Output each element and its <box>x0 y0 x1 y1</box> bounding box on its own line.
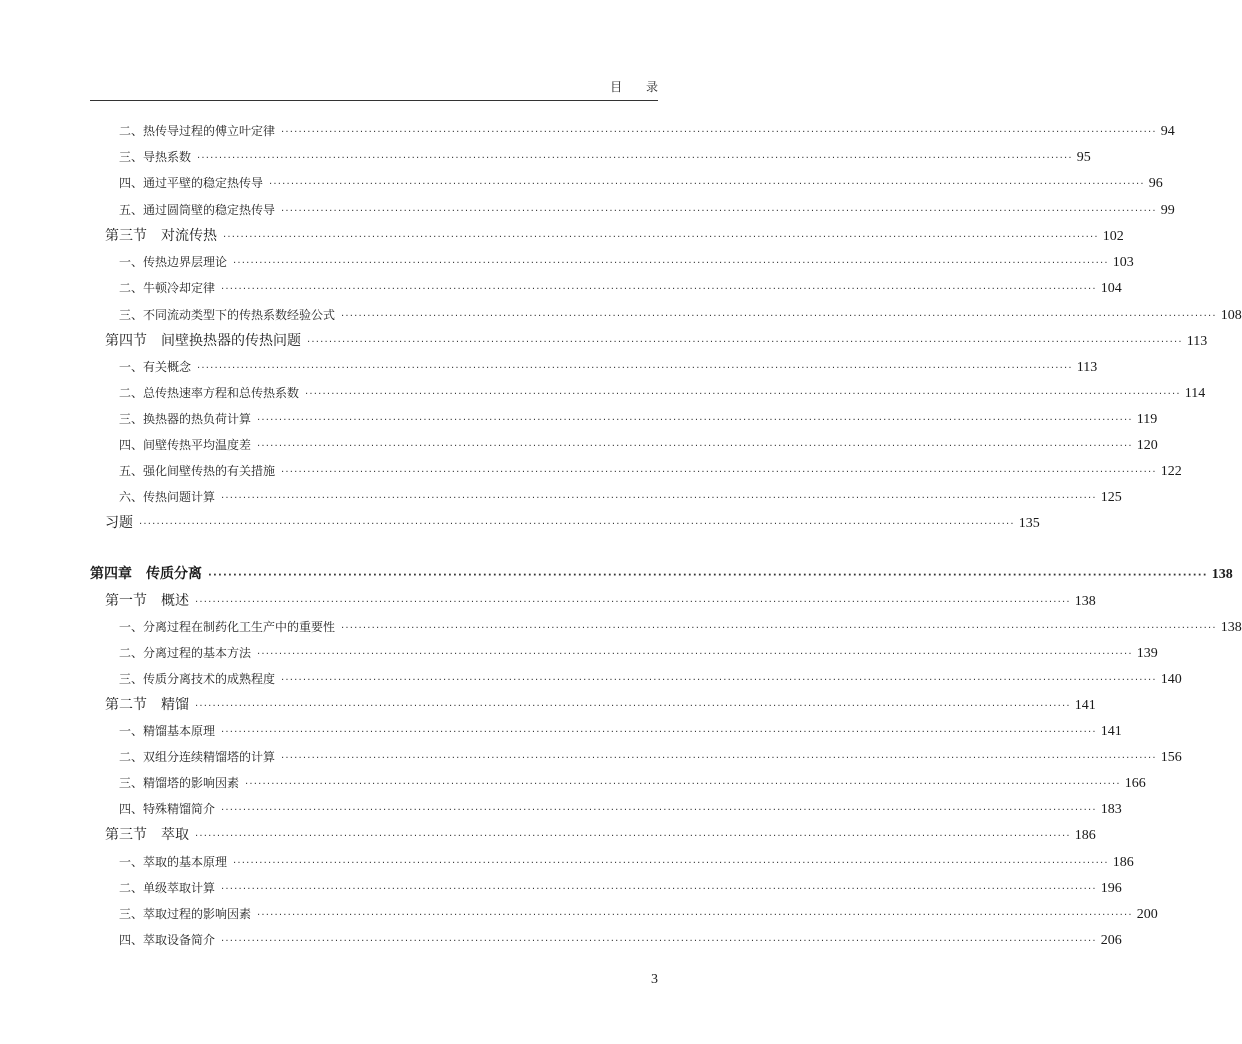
toc-entry-label: 第一节 概述 <box>105 593 189 609</box>
leader-dots: ········································································································································································································ <box>257 415 1133 426</box>
toc-entry[interactable] <box>119 409 1158 429</box>
toc-entry-label: 二、双组分连续精馏塔的计算 <box>119 750 276 764</box>
toc-entry[interactable] <box>90 564 1233 584</box>
leader-dots: ········································································································································································································ <box>281 206 1157 217</box>
toc-entry-page: 102 <box>1102 229 1124 244</box>
leader-dots: ········································································································································································································ <box>197 153 1073 164</box>
leader-dots: ········································································································································································································ <box>223 232 1099 243</box>
toc-entry-page: 94 <box>1160 124 1175 139</box>
toc-entry-label: 五、通过圆筒壁的稳定热传导 <box>119 203 276 217</box>
toc-entry-label: 三、精馏塔的影响因素 <box>119 776 240 790</box>
toc-entry-label: 四、萃取设备简介 <box>119 933 216 947</box>
toc-entry-page: 125 <box>1100 490 1122 505</box>
toc-entry-label: 五、强化间壁传热的有关措施 <box>119 464 276 478</box>
toc-entry-page: 120 <box>1136 438 1158 453</box>
toc-entry[interactable] <box>119 799 1122 819</box>
leader-dots: ········································································································································································································ <box>257 441 1133 452</box>
toc-entry[interactable] <box>119 617 1242 637</box>
toc-entry[interactable] <box>119 278 1122 298</box>
toc-entry-page: 140 <box>1160 672 1182 687</box>
toc-entry-page: 104 <box>1100 281 1122 296</box>
leader-dots: ········································································································································································································ <box>221 936 1097 947</box>
toc-entry-label: 四、特殊精馏简介 <box>119 802 216 816</box>
toc-entry-page: 139 <box>1136 646 1158 661</box>
toc-entry-label: 二、牛顿冷却定律 <box>119 281 216 295</box>
leader-dots: ········································································································································································································ <box>233 258 1109 269</box>
toc-entry[interactable] <box>119 852 1134 872</box>
toc-entry-label: 二、总传热速率方程和总传热系数 <box>119 386 300 400</box>
toc-entry[interactable] <box>119 200 1175 220</box>
toc-entry-label: 三、传质分离技术的成熟程度 <box>119 672 276 686</box>
leader-dots: ········································································································································································································ <box>341 623 1217 634</box>
toc-entry-label: 一、精馏基本原理 <box>119 724 216 738</box>
toc-entry[interactable] <box>119 147 1091 167</box>
leader-dots: ········································································································································································································ <box>221 284 1097 295</box>
toc-entry-page: 122 <box>1160 464 1182 479</box>
leader-dots: ········································································································································································································ <box>341 311 1217 322</box>
toc-entry-label: 一、传热边界层理论 <box>119 255 228 269</box>
toc-entry-page: 206 <box>1100 933 1122 948</box>
toc-entry-page: 138 <box>1220 620 1242 635</box>
toc-entry-page: 113 <box>1076 360 1098 375</box>
toc-entry[interactable] <box>119 643 1158 663</box>
leader-dots: ········································································································································································································ <box>281 753 1157 764</box>
toc-entry[interactable] <box>105 591 1096 611</box>
toc-entry[interactable] <box>105 695 1096 715</box>
toc-entry-label: 四、通过平壁的稳定热传导 <box>119 176 264 190</box>
leader-dots: ········································································································································································································ <box>195 597 1071 608</box>
toc-entry-page: 108 <box>1220 308 1242 323</box>
toc-entry-page: 114 <box>1184 386 1206 401</box>
leader-dots: ········································································································································································································ <box>195 831 1071 842</box>
toc-entry-page: 200 <box>1136 907 1158 922</box>
leader-dots: ········································································································································································································ <box>221 805 1097 816</box>
toc-entry-page: 141 <box>1074 698 1096 713</box>
toc-entry-page: 186 <box>1074 828 1096 843</box>
toc-entry-page: 166 <box>1124 776 1146 791</box>
toc-entry-page: 119 <box>1136 412 1158 427</box>
toc-entry-label: 第四章 传质分离 <box>90 566 202 582</box>
toc-entry[interactable] <box>105 226 1124 246</box>
toc-entry[interactable] <box>105 513 1040 533</box>
toc-entry-label: 三、导热系数 <box>119 150 192 164</box>
toc-entry-page: 141 <box>1100 724 1122 739</box>
toc-entry[interactable] <box>119 747 1182 767</box>
toc-entry-page: 99 <box>1160 203 1175 218</box>
toc-entry-label: 一、萃取的基本原理 <box>119 855 228 869</box>
leader-dots: ········································································································································································································ <box>281 467 1157 478</box>
toc-entry[interactable] <box>119 904 1158 924</box>
toc-entry-label: 二、分离过程的基本方法 <box>119 646 252 660</box>
toc-entry-page: 138 <box>1211 567 1233 582</box>
toc-entry[interactable] <box>119 305 1242 325</box>
toc-entry[interactable] <box>105 331 1208 351</box>
leader-dots: ········································································································································································································ <box>269 179 1145 190</box>
toc-entry-label: 第三节 对流传热 <box>105 228 217 244</box>
toc-entry-label: 习题 <box>105 515 133 531</box>
leader-dots: ········································································································································································································ <box>281 675 1157 686</box>
toc-entry[interactable] <box>119 121 1175 141</box>
toc-entry-page: 183 <box>1100 802 1122 817</box>
toc-entry-label: 三、不同流动类型下的传热系数经验公式 <box>119 308 336 322</box>
leader-dots: ········································································································································································································ <box>221 727 1097 738</box>
leader-dots: ········································································································································································································ <box>307 337 1183 348</box>
toc-entry-label: 第四节 间壁换热器的传热问题 <box>105 333 301 349</box>
toc-entry-page: 113 <box>1186 334 1208 349</box>
toc-entry[interactable] <box>119 357 1098 377</box>
toc-entry-label: 三、换热器的热负荷计算 <box>119 412 252 426</box>
toc-entry-label: 三、萃取过程的影响因素 <box>119 907 252 921</box>
toc-entry[interactable] <box>119 252 1134 272</box>
toc-entry-page: 156 <box>1160 750 1182 765</box>
toc-entry-page: 96 <box>1148 176 1163 191</box>
header-title: 目 录 <box>610 80 668 94</box>
leader-dots: ········································································································································································································ <box>257 910 1133 921</box>
toc-entry[interactable] <box>119 669 1182 689</box>
toc-entry[interactable] <box>105 825 1096 845</box>
toc-entry-label: 四、间壁传热平均温度差 <box>119 438 252 452</box>
toc-entry-page: 138 <box>1074 594 1096 609</box>
leader-dots: ········································································································································································································ <box>197 363 1073 374</box>
toc-entry-label: 一、有关概念 <box>119 360 192 374</box>
toc-entry-label: 一、分离过程在制药化工生产中的重要性 <box>119 620 336 634</box>
toc-entry-page: 196 <box>1100 881 1122 896</box>
leader-dots: ········································································································································································································ <box>305 389 1181 400</box>
toc-entry-label: 六、传热问题计算 <box>119 490 216 504</box>
toc-entry[interactable] <box>119 721 1122 741</box>
leader-dots: ········································································································································································································ <box>139 519 1015 530</box>
leader-dots: ········································································································································································································ <box>195 701 1071 712</box>
page-number: 3 <box>651 972 658 987</box>
leader-dots: ········································································································································································································ <box>208 570 1208 581</box>
toc-entry[interactable] <box>119 461 1182 481</box>
leader-dots: ········································································································································································································ <box>245 779 1121 790</box>
toc-entry[interactable] <box>119 878 1122 898</box>
toc-entry[interactable] <box>119 773 1146 793</box>
toc-entry[interactable] <box>119 435 1158 455</box>
toc-entry-label: 二、单级萃取计算 <box>119 881 216 895</box>
toc-entry-label: 第三节 萃取 <box>105 827 189 843</box>
toc-entry-page: 95 <box>1076 150 1091 165</box>
leader-dots: ········································································································································································································ <box>221 493 1097 504</box>
toc-entry[interactable] <box>119 383 1206 403</box>
leader-dots: ········································································································································································································ <box>233 858 1109 869</box>
leader-dots: ········································································································································································································ <box>221 884 1097 895</box>
toc-entry-label: 二、热传导过程的傅立叶定律 <box>119 124 276 138</box>
toc-entry-page: 135 <box>1018 516 1040 531</box>
toc-entry-label: 第二节 精馏 <box>105 697 189 713</box>
leader-dots: ········································································································································································································ <box>257 649 1133 660</box>
toc-entry[interactable] <box>119 930 1122 950</box>
toc-entry-page: 186 <box>1112 855 1134 870</box>
toc-entry-page: 103 <box>1112 255 1134 270</box>
toc-entry[interactable] <box>119 487 1122 507</box>
leader-dots: ········································································································································································································ <box>281 127 1157 138</box>
toc-entry[interactable] <box>119 173 1163 193</box>
